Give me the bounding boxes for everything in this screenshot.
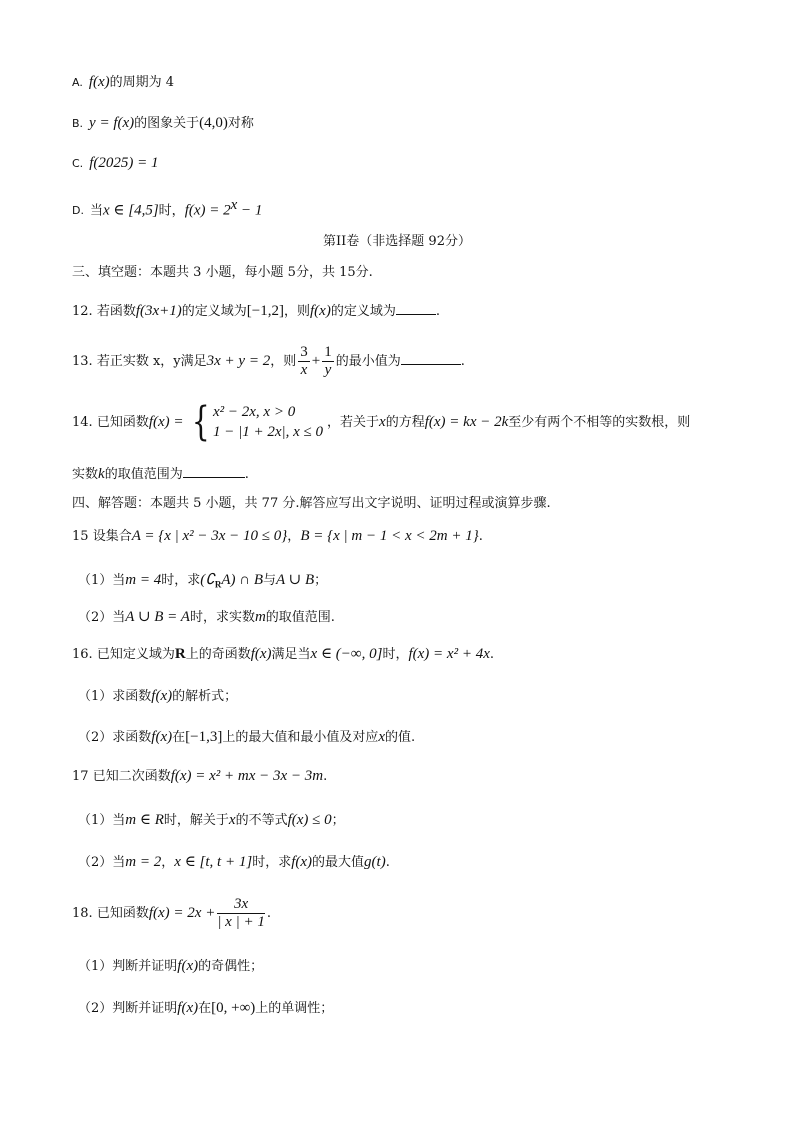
question-17-part-1: （1）当m ∈ R时，解关于x的不等式f(x) ≤ 0； bbox=[78, 812, 345, 828]
part4-heading: 四、解答题：本题共 5 小题，共 77 分.解答应写出文字说明、证明过程或演算步骤. bbox=[72, 496, 551, 511]
option-a-label: A. bbox=[72, 76, 83, 89]
question-14-line2: 实数k的取值范围为 . bbox=[72, 463, 249, 485]
question-14: 14. 已知函数f(x) = { x² − 2x, x > 0 1 − |1 + 2x|, x ≤ 0 ，若关于x的方程f(x) = kx − 2k至少有两个不相等的实数根，则 bbox=[72, 399, 691, 445]
fraction-1-over-y: $\frac{1}{y}$ bbox=[324, 344, 332, 378]
fraction-3-over-x: $\frac{3}{x}$ bbox=[300, 344, 308, 378]
question-18: 18. 已知函数f(x) = 2x + $\frac{3x}{| x | + 1}$ . bbox=[72, 896, 271, 930]
question-15-part-1: （1）当m = 4时，求$(∁_RA)$ ∩ B与A ∪ B； bbox=[78, 572, 328, 590]
section-title: 第II卷（非选择题 92分） bbox=[323, 234, 471, 249]
question-13: 13. 若正实数 x，y满足3x + y = 2，则 $\frac{3}{x}$ + $\frac{1}{y}$ 的最小值为 . bbox=[72, 344, 465, 378]
option-a: A. f(x)的周期为 4 bbox=[72, 74, 175, 90]
option-b: B. y = f(x)的图象关于(4,0)对称 bbox=[72, 115, 254, 131]
option-d-label: D. bbox=[72, 204, 84, 218]
option-c-label: C. bbox=[72, 157, 84, 170]
question-12: 12. 若函数f(3x+1)的定义域为[−1,2]，则f(x)的定义域为 . bbox=[72, 300, 440, 322]
answer-blank-12 bbox=[396, 300, 436, 315]
question-16-part-1: （1）求函数f(x)的解析式； bbox=[78, 688, 238, 704]
option-c: C. f(2025) = 1 bbox=[72, 155, 159, 171]
question-18-part-1: （1）判断并证明f(x)的奇偶性； bbox=[78, 958, 264, 974]
question-18-part-2: （2）判断并证明f(x)在[0, +∞)上的单调性； bbox=[78, 1000, 334, 1016]
question-16: 16. 已知定义域为R上的奇函数f(x)满足当x ∈ (−∞, 0]时，f(x) = x² + 4x. bbox=[72, 646, 494, 662]
part3-heading: 三、填空题：本题共 3 小题，每小题 5分，共 15分. bbox=[72, 265, 373, 280]
question-16-part-2: （2）求函数f(x)在[−1,3]上的最大值和最小值及对应x的值. bbox=[78, 729, 416, 745]
question-15-part-2: （2）当A ∪ B = A时，求实数m的取值范围. bbox=[78, 609, 335, 625]
answer-blank-14 bbox=[183, 463, 245, 478]
piecewise-function: { x² − 2x, x > 0 1 − |1 + 2x|, x ≤ 0 bbox=[191, 399, 324, 445]
option-d: D. 当x ∈ [4,5]时，$f(x) = 2^x - 1$ bbox=[72, 197, 263, 219]
option-b-label: B. bbox=[72, 117, 84, 130]
question-15: 15 设集合A = {x | x² − 3x − 10 ≤ 0}，B = {x | m − 1 < x < 2m + 1}. bbox=[72, 528, 483, 544]
answer-blank-13 bbox=[401, 350, 461, 365]
question-17: 17 已知二次函数f(x) = x² + mx − 3x − 3m. bbox=[72, 768, 328, 784]
question-17-part-2: （2）当m = 2，x ∈ [t, t + 1]时，求f(x)的最大值g(t). bbox=[78, 854, 390, 870]
fraction-3x-over-abs: $\frac{3x}{| x | + 1}$ bbox=[217, 896, 265, 930]
